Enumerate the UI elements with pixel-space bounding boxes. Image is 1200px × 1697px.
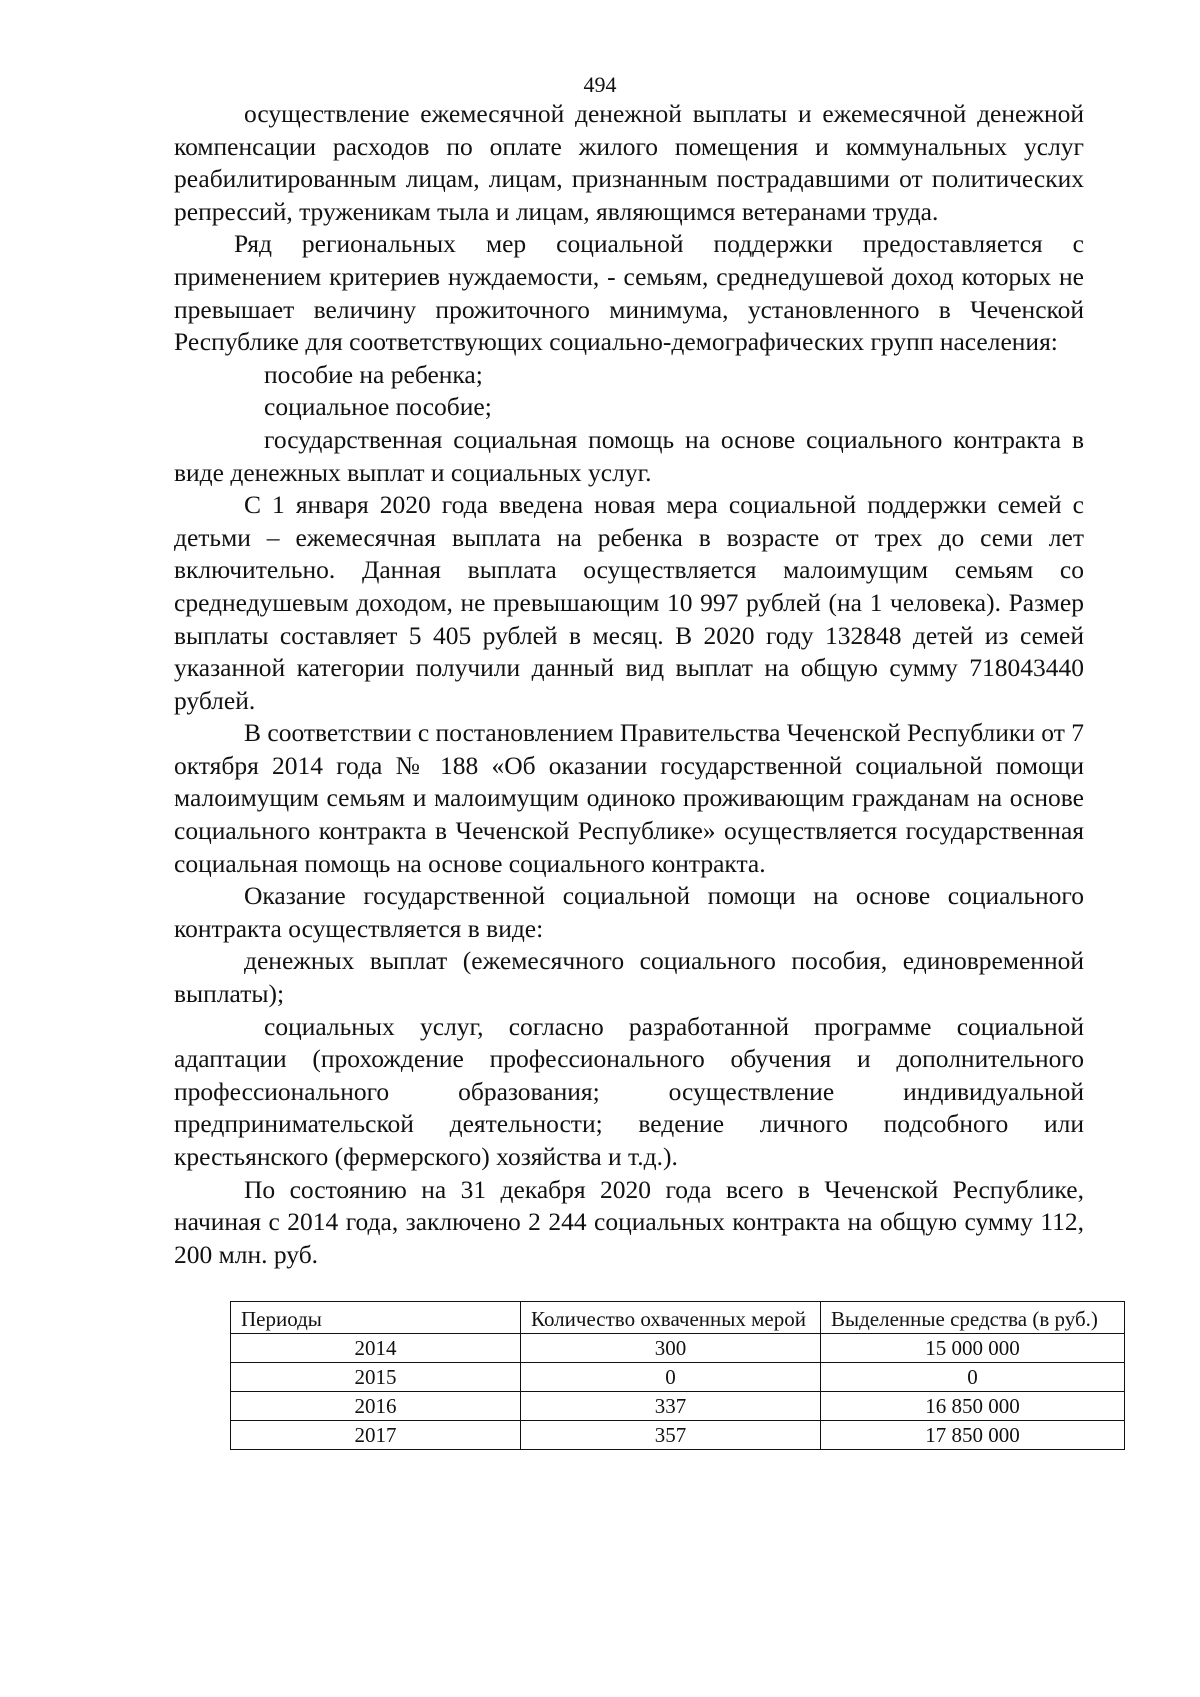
list-item: государственная социальная помощь на основе социального контракта в виде денежных выплат и социальных услуг. <box>174 424 1084 487</box>
paragraph: По состоянию на 31 декабря 2020 года всего в Чеченской Республике, начиная с 2014 года, заключено 2 244 социальных контракта на общую сумму 112, 200 млн. руб. <box>174 1174 1084 1269</box>
contracts-table-wrapper <box>230 1301 1124 1450</box>
table-cell: 17 850 000 <box>821 1421 1125 1450</box>
contracts-table <box>230 1301 1125 1450</box>
table-cell: 16 850 000 <box>821 1392 1125 1421</box>
paragraph: Ряд региональных мер социальной поддержки предоставляется с применением критериев нуждаемости, - семьям, среднедушевой доход которых не превышает величину прожиточного минимума, установленного в Чеченской Республике для соответствующих социально-демографических групп населения: <box>174 229 1084 357</box>
table-cell: 2014 <box>231 1334 521 1363</box>
list-item: социальное пособие; <box>264 392 492 422</box>
paragraph: Оказание государственной социальной помощи на основе социального контракта осуществляется в виде: <box>174 881 1084 943</box>
header-covered-count: Количество охваченных мерой <box>521 1302 821 1334</box>
paragraph: С 1 января 2020 года введена новая мера социальной поддержки семей с детьми – ежемесячная выплата на ребенка в возрасте от трех до семи лет включительно. Данная выплата осуществляется малоимущим семьям со среднедушевым доходом, не превышающим 10 997 рублей (на 1 человека). Размер выплаты составляет 5 405 рублей в месяц. В 2020 году 132848 детей из семей указанной категории получили данный вид выплат на общую сумму 718043440 рублей. <box>174 490 1084 715</box>
table-cell: 2016 <box>231 1392 521 1421</box>
table-row <box>231 1392 1125 1421</box>
table-row <box>231 1363 1125 1392</box>
paragraph: осуществление ежемесячной денежной выплаты и ежемесячной денежной компенсации расходов по оплате жилого помещения и коммунальных услуг реабилитированным лицам, лицам, признанным пострадавшими от политических репрессий, труженикам тыла и лицам, являющимся ветеранами труда. <box>174 99 1084 226</box>
table-cell: 337 <box>521 1392 821 1421</box>
table-cell: 300 <box>521 1334 821 1363</box>
list-item: пособие на ребенка; <box>264 359 483 389</box>
table-cell: 0 <box>821 1363 1125 1392</box>
list-item: денежных выплат (ежемесячного социального пособия, единовременной выплаты); <box>174 946 1084 1009</box>
table-row <box>231 1421 1125 1450</box>
table-cell: 15 000 000 <box>821 1334 1125 1363</box>
table-cell: 2017 <box>231 1421 521 1450</box>
table-cell: 2015 <box>231 1363 521 1392</box>
table-header-row <box>231 1302 1125 1334</box>
page-content <box>174 98 1098 1450</box>
table-cell: 0 <box>521 1363 821 1392</box>
header-periods: Периоды <box>231 1302 521 1334</box>
paragraph: В соответствии с постановлением Правительства Чеченской Республики от 7 октября 2014 года № 188 «Об оказании государственной социальной помощи малоимущим семьям и малоимущим одиноко проживающим гражданам на основе социального контракта в Чеченской Республике» осуществляется государственная социальная помощь на основе социального контракта. <box>174 718 1084 878</box>
list-item: социальных услуг, согласно разработанной программе социальной адаптации (прохождение профессионального обучения и дополнительного профессионального образования; осуществление индивидуальной предпринимательской деятельности; ведение личного подсобного или крестьянского (фермерского) хозяйства и т.д.). <box>174 1011 1084 1171</box>
table-cell: 357 <box>521 1421 821 1450</box>
header-allocated-funds: Выделенные средства (в руб.) <box>821 1302 1125 1334</box>
page-number: 494 <box>583 72 617 97</box>
table-row <box>231 1334 1125 1363</box>
